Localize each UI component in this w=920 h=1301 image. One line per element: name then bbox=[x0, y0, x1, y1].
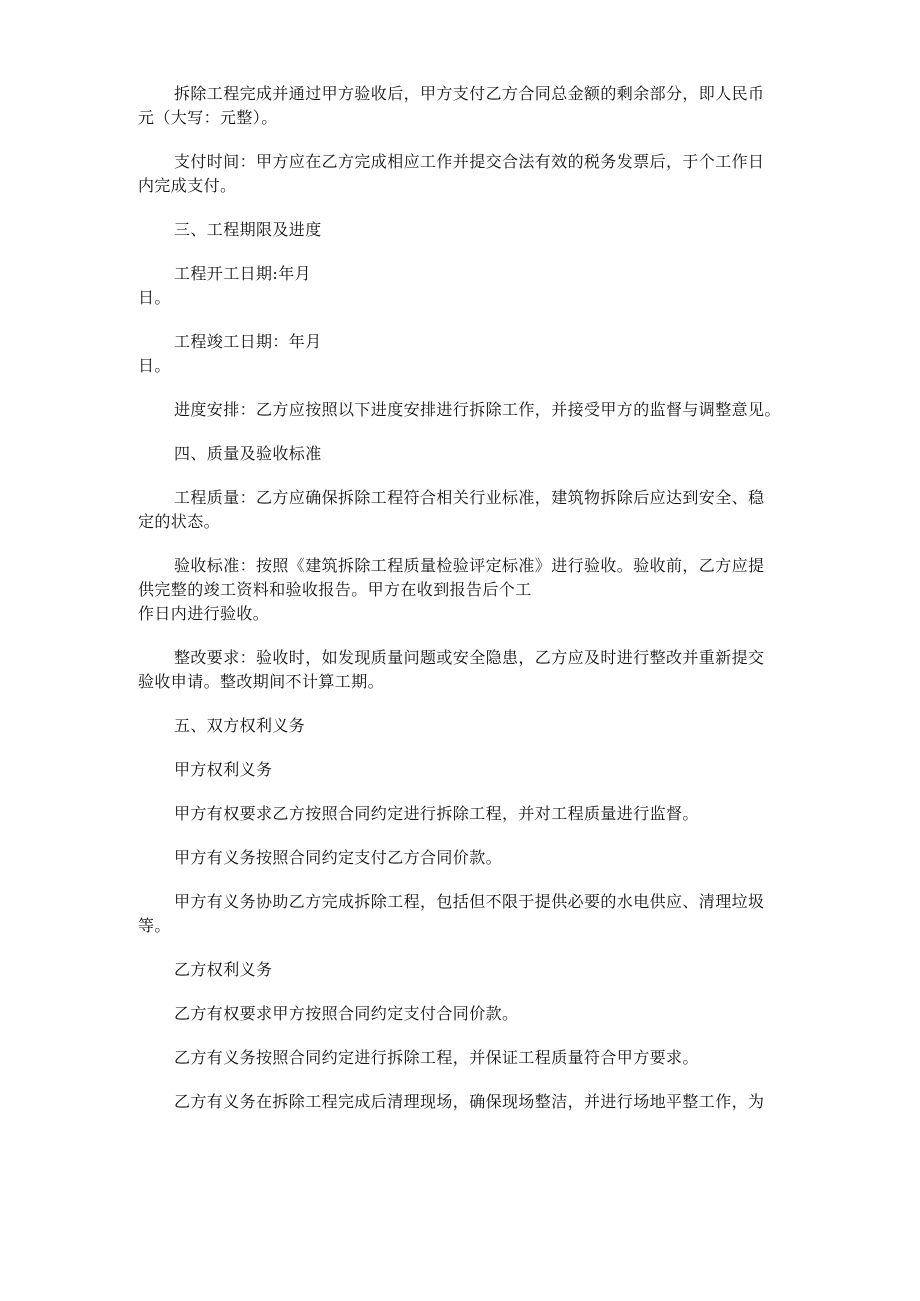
document-page bbox=[138, 82, 784, 1134]
paragraph-line: 内完成支付。 bbox=[138, 176, 237, 195]
paragraph-project-quality bbox=[138, 486, 784, 534]
paragraph-line: 验收申请。整改期间不计算工期。 bbox=[138, 672, 385, 691]
paragraph-party-b-cleanup: 乙方有义务在拆除工程完成后清理现场，确保现场整洁，并进行场地平整工作，为 bbox=[174, 1092, 765, 1111]
paragraph-line: 元（大写：元整）。 bbox=[138, 108, 278, 127]
subheading-party-b: 乙方权利义务 bbox=[174, 960, 273, 979]
paragraph-line: 拆除工程完成并通过甲方验收后，甲方支付乙方合同总金额的剩余部分，即人民币 bbox=[174, 84, 765, 103]
paragraph-party-b-right: 乙方有权要求甲方按照合同约定支付合同价款。 bbox=[174, 1004, 519, 1023]
paragraph-party-a-assist bbox=[138, 890, 784, 938]
paragraph-payment-time bbox=[138, 150, 784, 198]
paragraph-line: 整改要求：验收时，如发现质量问题或安全隐患，乙方应及时进行整改并重新提交 bbox=[174, 648, 765, 667]
paragraph-completion-date bbox=[138, 330, 784, 378]
paragraph-line: 甲方有义务协助乙方完成拆除工程，包括但不限于提供必要的水电供应、清理垃圾 bbox=[174, 892, 765, 911]
subheading-party-a: 甲方权利义务 bbox=[174, 760, 273, 779]
paragraph-start-date bbox=[138, 262, 784, 310]
paragraph-line: 日。 bbox=[138, 288, 171, 307]
paragraph-line: 支付时间：甲方应在乙方完成相应工作并提交合法有效的税务发票后，于个工作日 bbox=[174, 152, 765, 171]
section-heading-quality: 四、质量及验收标准 bbox=[174, 444, 322, 463]
paragraph-line: 定的状态。 bbox=[138, 512, 221, 531]
section-heading-schedule: 三、工程期限及进度 bbox=[174, 220, 322, 239]
paragraph-line: 工程开工日期:年月 bbox=[174, 264, 311, 283]
paragraph-party-a-payment: 甲方有义务按照合同约定支付乙方合同价款。 bbox=[174, 848, 503, 867]
paragraph-line: 供完整的竣工资料和验收报告。甲方在收到报告后个工 bbox=[138, 580, 532, 599]
section-heading-rights: 五、双方权利义务 bbox=[174, 716, 306, 735]
paragraph-line: 日。 bbox=[138, 356, 171, 375]
paragraph-line: 等。 bbox=[138, 916, 171, 935]
paragraph-party-b-duty: 乙方有义务按照合同约定进行拆除工程，并保证工程质量符合甲方要求。 bbox=[174, 1048, 699, 1067]
paragraph-progress-arrangement: 进度安排：乙方应按照以下进度安排进行拆除工作，并接受甲方的监督与调整意见。 bbox=[174, 400, 781, 419]
paragraph-line: 工程质量：乙方应确保拆除工程符合相关行业标准，建筑物拆除后应达到安全、稳 bbox=[174, 488, 765, 507]
paragraph-final-payment bbox=[138, 82, 784, 130]
paragraph-line: 作日内进行验收。 bbox=[138, 604, 270, 623]
paragraph-line: 工程竣工日期：年月 bbox=[174, 332, 322, 351]
paragraph-rectification bbox=[138, 646, 784, 694]
paragraph-acceptance-standard bbox=[138, 554, 784, 626]
paragraph-line: 验收标准：按照《建筑拆除工程质量检验评定标准》进行验收。验收前，乙方应提 bbox=[174, 556, 765, 575]
paragraph-party-a-right: 甲方有权要求乙方按照合同约定进行拆除工程，并对工程质量进行监督。 bbox=[174, 804, 699, 823]
